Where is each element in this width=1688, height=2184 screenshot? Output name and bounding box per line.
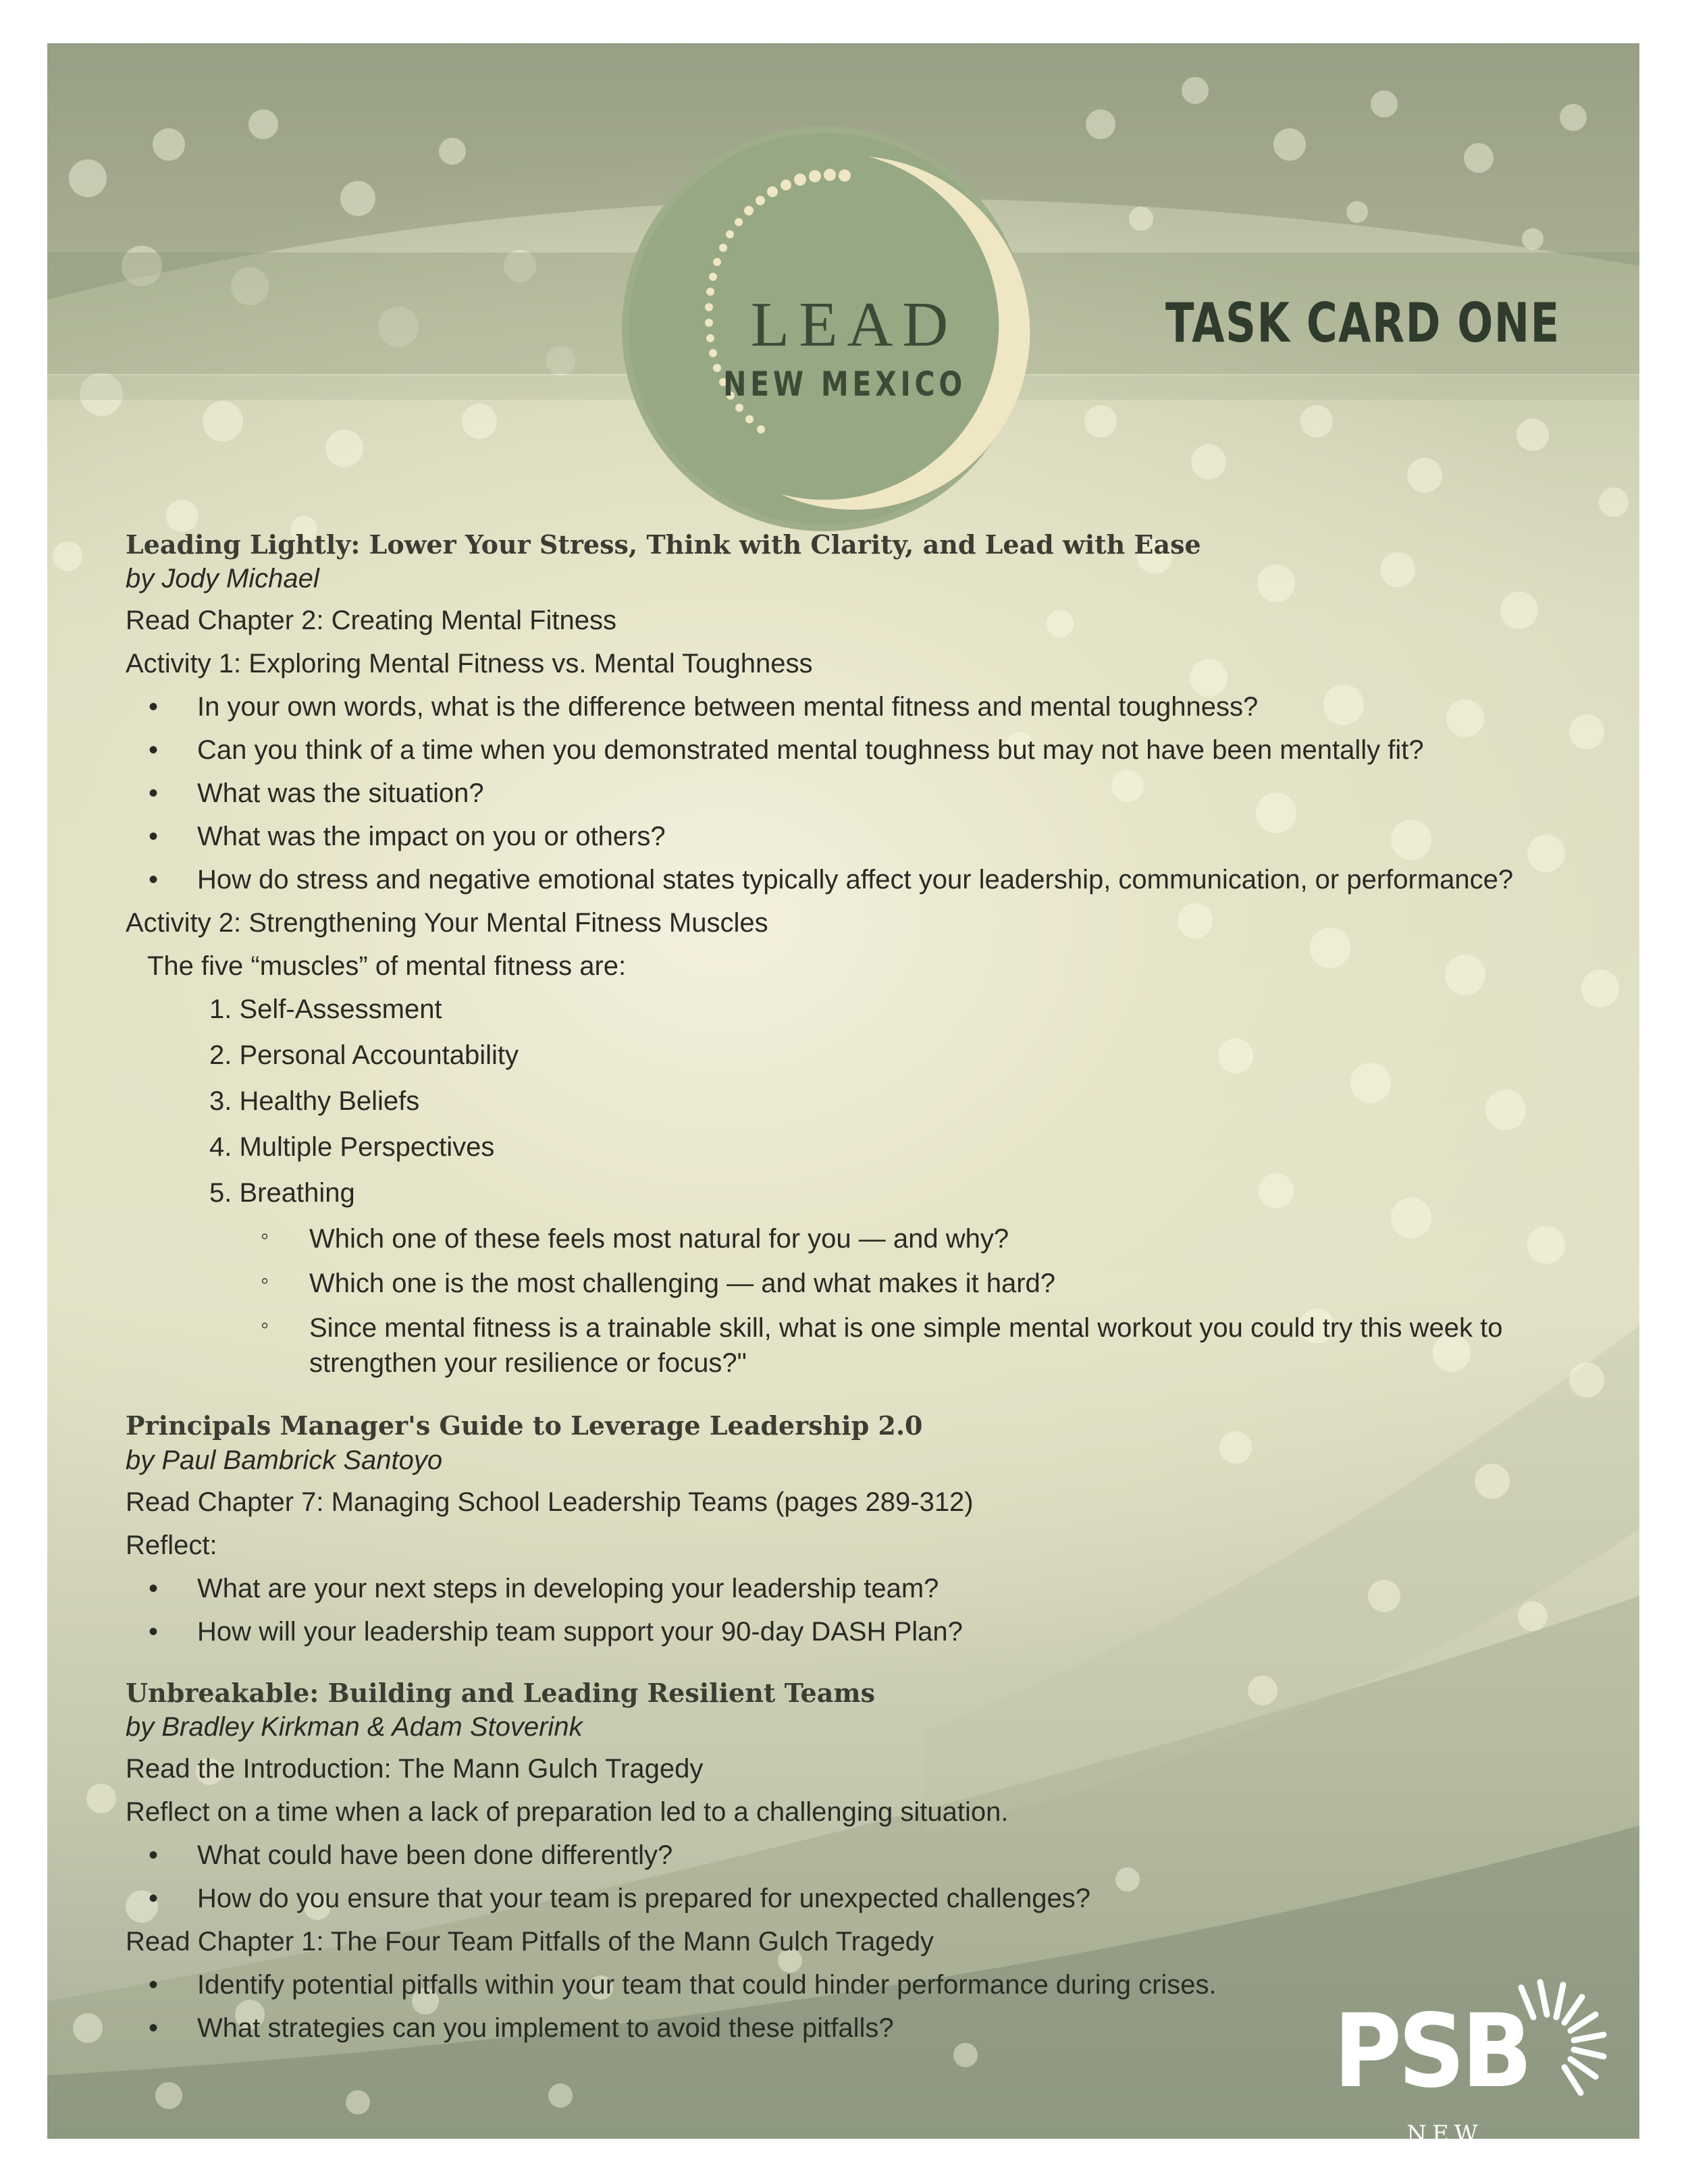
reflect-label: Reflect: (126, 1530, 217, 1560)
reflect-prompt: Reflect on a time when a lack of preparation led to a challenging situation. (126, 1797, 1009, 1828)
muscle-questions (126, 1221, 1625, 1381)
psb-subtitle: NEW MEXICO (1377, 2121, 1512, 2170)
book-title: Leading Lightly: Lower Your Stress, Think with Clarity, and Lead with Ease (126, 529, 1201, 560)
reading-assignment: Read Chapter 7: Managing School Leadership Teams (pages 289-312) (126, 1487, 974, 1517)
activity-title: Activity 1: Exploring Mental Fitness vs. Mental Toughness (126, 649, 813, 679)
list-item: 2. Personal Accountability (209, 1040, 519, 1071)
list-item: ◦ Which one of these feels most natural for you — and why? (126, 1221, 1625, 1256)
list-item: • Can you think of a time when you demonstrated mental toughness but may not have been mentally fit? (126, 733, 1625, 768)
reflect-questions (126, 1571, 1625, 1649)
psb-new-mexico-logo (1334, 1974, 1617, 2170)
psb-wordmark: PSB (1334, 1993, 1529, 2110)
list-item: 3. Healthy Beliefs (209, 1086, 420, 1117)
reflect-questions (126, 1838, 1625, 1916)
book-author: by Paul Bambrick Santoyo (126, 1445, 443, 1475)
muscles-list (126, 992, 1625, 1210)
activity-questions (126, 689, 1625, 897)
list-item: • What are your next steps in developing your leadership team? (126, 1571, 1625, 1606)
list-item: ◦ Since mental fitness is a trainable skill, what is one simple mental workout you could try this week to strengthen your resilience or focus?" (126, 1310, 1625, 1381)
reading-assignment: Read Chapter 1: The Four Team Pitfalls of the Mann Gulch Tragedy (126, 1927, 934, 1957)
reading-assignment: Read the Introduction: The Mann Gulch Tragedy (126, 1754, 704, 1784)
activity-intro: The five “muscles” of mental fitness are: (147, 951, 627, 982)
list-item: • What strategies can you implement to avoid these pitfalls? (126, 2010, 1625, 2046)
reading-assignment: Read Chapter 2: Creating Mental Fitness (126, 606, 617, 636)
card-title: TASK CARD ONE (1165, 292, 1560, 354)
list-item: • How do stress and negative emotional states typically affect your leadership, communication, or performance? (126, 862, 1625, 897)
list-item: 1. Self-Assessment (209, 994, 442, 1025)
card-content (126, 528, 1625, 2054)
list-item: • How will your leadership team support your 90-day DASH Plan? (126, 1614, 1625, 1649)
list-item: • In your own words, what is the difference between mental fitness and mental toughness? (126, 689, 1625, 724)
list-item: 5. Breathing (209, 1178, 355, 1208)
list-item: 4. Multiple Perspectives (209, 1132, 495, 1163)
logo-title: LEAD (750, 290, 958, 360)
list-item: ◦ Which one is the most challenging — and what makes it hard? (126, 1266, 1625, 1301)
list-item: • How do you ensure that your team is prepared for unexpected challenges? (126, 1881, 1625, 1916)
book-title: Unbreakable: Building and Leading Resilient Teams (126, 1677, 875, 1708)
task-card (47, 43, 1639, 2170)
logo-subtitle: NEW MEXICO (723, 365, 966, 404)
list-item: • What was the situation? (126, 776, 1625, 811)
list-item: • What could have been done differently? (126, 1838, 1625, 1873)
book-author: by Bradley Kirkman & Adam Stoverink (126, 1712, 583, 1742)
book-title: Principals Manager's Guide to Leverage Leadership 2.0 (126, 1410, 923, 1441)
list-item: • Identify potential pitfalls within your team that could hinder performance during crises. (126, 1967, 1625, 2002)
book-author: by Jody Michael (126, 564, 319, 594)
lead-new-mexico-logo (612, 116, 1037, 541)
list-item: • What was the impact on you or others? (126, 819, 1625, 854)
activity-title: Activity 2: Strengthening Your Mental Fitness Muscles (126, 908, 768, 938)
